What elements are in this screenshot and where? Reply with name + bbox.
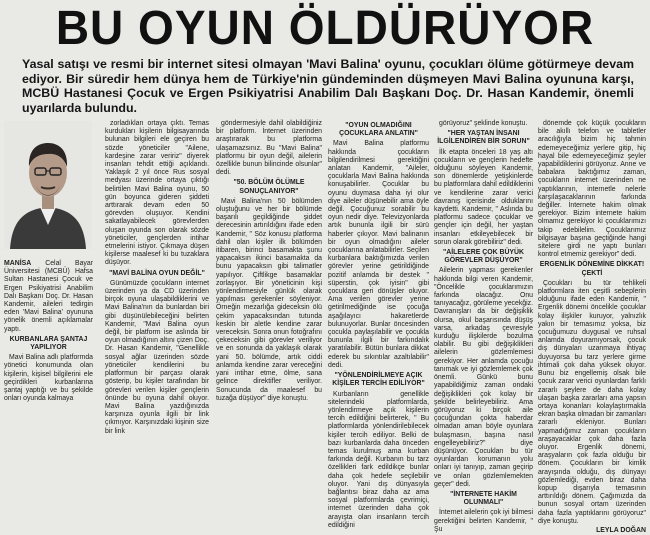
- body-paragraph: Kurbanların genellikle sitelerindeki platformlarda, yönlendirmeye açık kişilerin tercih edildiğini belirterek, " Bu platformlarda yönlendirilebilecek kişiler tercih ediliyor. Belki de bazı kurbanlarda daha önceden temas kurulmuş ama kurban farkında değil. Kurbanın bu tarz özellikleri fark edildikçe bunlar daha çok hedefe seçilebilir oluyor. Yani dış dünyasıyla bağlantısı biraz daha az ama sosyal platformlarda çevrimiçi, internet üzerinden daha çok arayışta olan insanların tercih edildiğini: [328, 390, 429, 529]
- subheading: "HER YAŞTAN İNSANI İLGİLENDİREN BİR SORUN": [437, 130, 530, 146]
- subheading: "AİLELERE ÇOK BÜYÜK GÖREVLER DÜŞÜYOR": [443, 249, 524, 265]
- subheading: ERGENLİK DÖNEMİNE DİKKAT! ÇEKTİ: [539, 261, 645, 277]
- lead-paragraph: Yasal satışı ve resmi bir internet sitesi olmayan 'Mavi Balina' oyunu, çocukları ölüme götürmeye devam ediyor. Bir süredir hem dünya hem de Türkiye'nin gündeminden düşmeyen Mavi Balina oyununa karşı, MCBÜ Hastanesi Çocuk ve Ergen Psikiyatrisi Anabilim Dalı Başkanı Doç. Dr. Hasan Kandemir, önemli uyarılarda bulundu.: [22, 57, 634, 115]
- column-1: [4, 120, 93, 470]
- column-6: [538, 120, 646, 534]
- column-2: [105, 120, 209, 470]
- caption-text: Celal Bayar Üniversitesi (MCBÜ) Hafsa Sultan Hastanesi Çocuk ve Ergen Psikiyatrisi Anabilim Dalı Başkanı Doç. Dr. Hasan Kandemir, aileleri tedirgin eden 'Mavi Balina' oyununa yönelik önemli açıklamalar yaptı.: [4, 260, 94, 333]
- headline: BU OYUN ÖLDÜRÜYOR: [55, 0, 595, 55]
- body-paragraph: Ailelerin yapması gerekenler hakkında bilgi veren Kandemir, "Öncelikle çocuklarımızın farkında olacağız. Onu tanıyacağız, görüleme yecekğiz. Davranışları da bir değişiklik olursa, okul başarısında düşüş varsa, arkadaş çevresiyle kurduğu ilişkilerde bozulma olabilir. Bu gibi değişiklikleri ailelerin gözlemlemesi gerekiyor. Her anlamda çocuğu tanımak ve iyi gözlemlemek çok önemli. Günkü bunu yapabildiğimiz zaman ondaki değişiklikleri çok kolay bir şekilde belirleyebiliriz. Ama görüyoruz ki birçok aile çocuğundan çokta haberdar olmadan aman böyle oyunlara bulaşmasın, başına nasıl engelleyebiliriz?" diye düşünüyor. Çocukları bu tür oyunlardan korumanın yolu onları iyi tanıyıp, zaman geçirip ve onları gözlemlemekten geçer" dedi.: [434, 267, 533, 488]
- body-paragraph: görüyoruz" şeklinde konuştu.: [439, 120, 528, 127]
- photo-caption: [4, 260, 93, 404]
- body-paragraph: İlk etapta önceleri 18 yaş altı çocukların ve gençlerin hedefte olduğunu söyleyen Kandemir, son dönemlerde yetişkinlerde bu platformlara dahil edildiklerini ve kendilerine zarar verici davranış içerisinde olduklarını kaydetti. Kandemir, " Aslında bu platformu sadece çocuklar ve gençler için değil, her yaştan insanları etkileyebilecek bir sorun olarak görebiliriz" dedi.: [434, 148, 533, 246]
- body-paragraph: göndermesiyle dahil olabildiğiniz bir platform. İnternet üzerinden araştırarak bu platforma ulaşamazsınız. Bu "Mavi Balina" platformu bir oyun değil, ailelerin özellikle bunun bilincinde olsunlar" dedi.: [216, 120, 322, 177]
- subheading: "OYUN OLMADIĞINI ÇOCUKLARA ANLATIN": [339, 122, 418, 138]
- body-paragraph: Mavi Balina platformu hakkında çocukların bilgilendirilmesi gerektiğini anlatan Kandemir, "Aileler, çocuklarla Mavi Balina hakkında konuşabilirler. Çocuklar bu oyunu duymasa daha iyi olur diye aileler düşünebilir ama öyle değil. Çocuğunuz sorabilir bu oyun nedir diye. Televizyonlarda artık bununla ilgili bir sürü haberler çıkıyor. Mavi balinanın bir oyun olmadığını aileler çocuklarına anlatabilirler. Seçilen kurbanlara baktığımızda verilen görevler yerine getirildiğinde pozitif anlamda bir destek " süperstin, çok iyisin" gibi çocuklara geri dönüşler oluyor. Ama verilen görevler yerine getirilmediğinde ise çocuğa aşağılayıcı hakaretlerde bulunuyorlar. Bunlar öncesinden çocukla paylaşılabilir ve çocukla bununla ilgili bir farkındalık yaratılabilir. Bütün bunlara dikkat ederek bu sıkıntılar azaltılabilir" dedi.: [328, 140, 429, 369]
- subheading: "50. BÖLÜM ÖLÜMLE SONUÇLANIYOR": [233, 179, 305, 195]
- body-paragraph: İnternet ailelerin çok iyi bilmesi gerektiğini belirten Kandemir, " Şu: [434, 509, 533, 533]
- author-signature: LEYLA DOĞAN: [596, 526, 646, 534]
- column-3: [216, 120, 322, 470]
- subheading: "İNTERNETE HAKİM OLUNMALI": [450, 490, 517, 507]
- body-paragraph: Günümüzde çocukların internet üzerinden ya da CD üzerinden birçok oyuna ulaşabildiklerini ve Mavi Balina'nın da bunlardan biri gibi düşünülebileceğini belirten Kandemir, "Mavi Balina oyun değil, bir platform ise aslında bir oyun olmadığının altını çizen Doç. Dr. Hasan Kandemir, "Genellikle sosyal ağlar üzerinden sözde yöneticiler kendilerini bu platformun bir parçası olarak gösterip, bu kişiler tarafından bir görevleri verilen kişiler gençlerin önünde bu oyuna dahil oluyor. Mavi Balina yazdığınızda karşınıza oyunla ilgili bir link çıkmıyor. Karşınızdaki kişinin size bir link: [105, 279, 209, 435]
- subheading: "MAVİ BALİNA OYUN DEĞİL": [109, 269, 205, 277]
- caption-dateline: MANİSA: [4, 260, 32, 267]
- column-5: [434, 120, 533, 533]
- subheading: "YÖNLENDİRİLMEYE AÇIK KİŞİLER TERCİH EDİLİYOR": [332, 372, 425, 388]
- body-paragraph: Çocukları bu tür tehlikeli platformlara iten çeşitli sebeplerin olduğunu ifade eden Kandemir, " Ergenlik dönemi öncelikle çocuklar kolay ilişkiler kuruyor, yalnızlık yakın bir temasımız yoksa, biz çocuğumuzu duygusal ve ruhsal anlamda doyuramıyorsak, çocuk dış dünyaları uzanmaya ihtiyaç duyuyorsa bu tarz yerlere girme ihtimali çok daha yüksek oluyor. Bunu biz engellemiş olsak bile çocuk zarar verici oyunlardan farklı zararlı şeylere de daha kolay ulaşan başka zararları ama yapsın ortaya konanları kolaylaştırmakla ekran başka olmadan bir zamanları zararlı ekleniyor. Bunları yapmadığımız zaman çocukların araşayacaklar çok daha fazla oluyor. Ergenlik dönemi, araşyaların çok fazla olduğu bir dönem. Çocukların bir kimlik arayışında olduğu, dış dünyayı gözlemlediği, evden biraz daha kopup dışarıyla temasının arttırıldığı dönem. Çağımızda da bunun sosyal ortam üzerinden daha fazla yaptıklarını görüyoruz" diye konuştu.: [538, 279, 646, 525]
- body-paragraph: dönemde çok küçük çocukların bile akıllı telefon ve tabletler aracılığıyla bizim hiç tahmin edemeyeceğimiz yerlere gitip, hiç hayal bile edemeyeceğimiz şeyler yapabildiklerini görüyoruz. Anne ve babalara baktığımız zaman, çocukların internet üzerinden ne yaptıklarının, internetle nelerle karşılaşacaklarının farkında değiller. İnternete hakim olmak gerekiyor. Bizim internete hakim olmamız gerekiyor ki çocuklarımızı takip edebilelim. Çocuklarımız bilgisayar başına geçtiğinde hangi sitelere girdi ne yaptı bunları kontrol etmemiz gerekiyor" dedi.: [538, 120, 646, 259]
- column-4: [328, 120, 429, 529]
- subheading: KURBANLARA ŞANTAJ YAPILIYOR: [9, 335, 88, 352]
- body-paragraph: zorladıkları ortaya çıktı. Temas kurdukları kişilerin bilgisayarında bulunan bilgileri ele geçiren bu sözde yöneticiler "Ailene, kardeşine zarar veririz" diyerek insanları tehdit ettiği açıklandı. Yaklaşık 2 yıl önce Rus sosyal medyası üzerinde ortaya çıktığı belirtilen Mavi Balina oyunu, 50 gün boyunca gideren şiddeti arttırarak devam eden 50 görevden oluşuyor. Kendini sakatlayabilecek görevlerden oluşan oyunda son olarak sözde yöneticiler, gençlerden intihar etmelerini istiyor. Çıkmaya düşen kişilerse maalesef ki bu tuzaklara düşüyor.: [105, 120, 209, 267]
- body-paragraph: Mavi Balina'nın 50 bölümden oluştuğunu ve her bir bölümde başarılı geçildiğinde şiddet derecesinin artırıldığını ifade eden Kandemir, " Söz konusu platforma dahil olan kişiler ilk bölümden itibaren, birinci basamakta şunu yapacaksın ikinci basamakta da bunu yapacaksın gibi talimatler yapılıyor. Çiftlikge basamaklar zorlaşıyor. Bir yöneticinin kişi yönlendirmesiyle günlük olarak yapılması gerekenler söyleniyor. Örneğin mezarlığa gideceksin ölü çekim yapacaksından tutunda keskin bir aletle kendine zarar vereceksin. Sonra onun fotoğrafını çekeceksin gibi görevler veriliyor ve en sonunda da yaklaşık olarak yani 50. bölümde, artık ciddi anlamda kendine zarar vereceğini yani intihar etme, ölme, sana gelince direktifler veriliyor. Sonucunda da maalesef bu tuzağa düşüyor" diye konuştu.: [216, 197, 322, 402]
- body-paragraph: Mavi Balina adlı platformda yönetici konumunda olan kişilerin, kişisel bilgilerini ele geçirdikleri kurbanlarına şantaj yaptığı ve bu şekilde onları oyunda kalmaya: [4, 354, 93, 403]
